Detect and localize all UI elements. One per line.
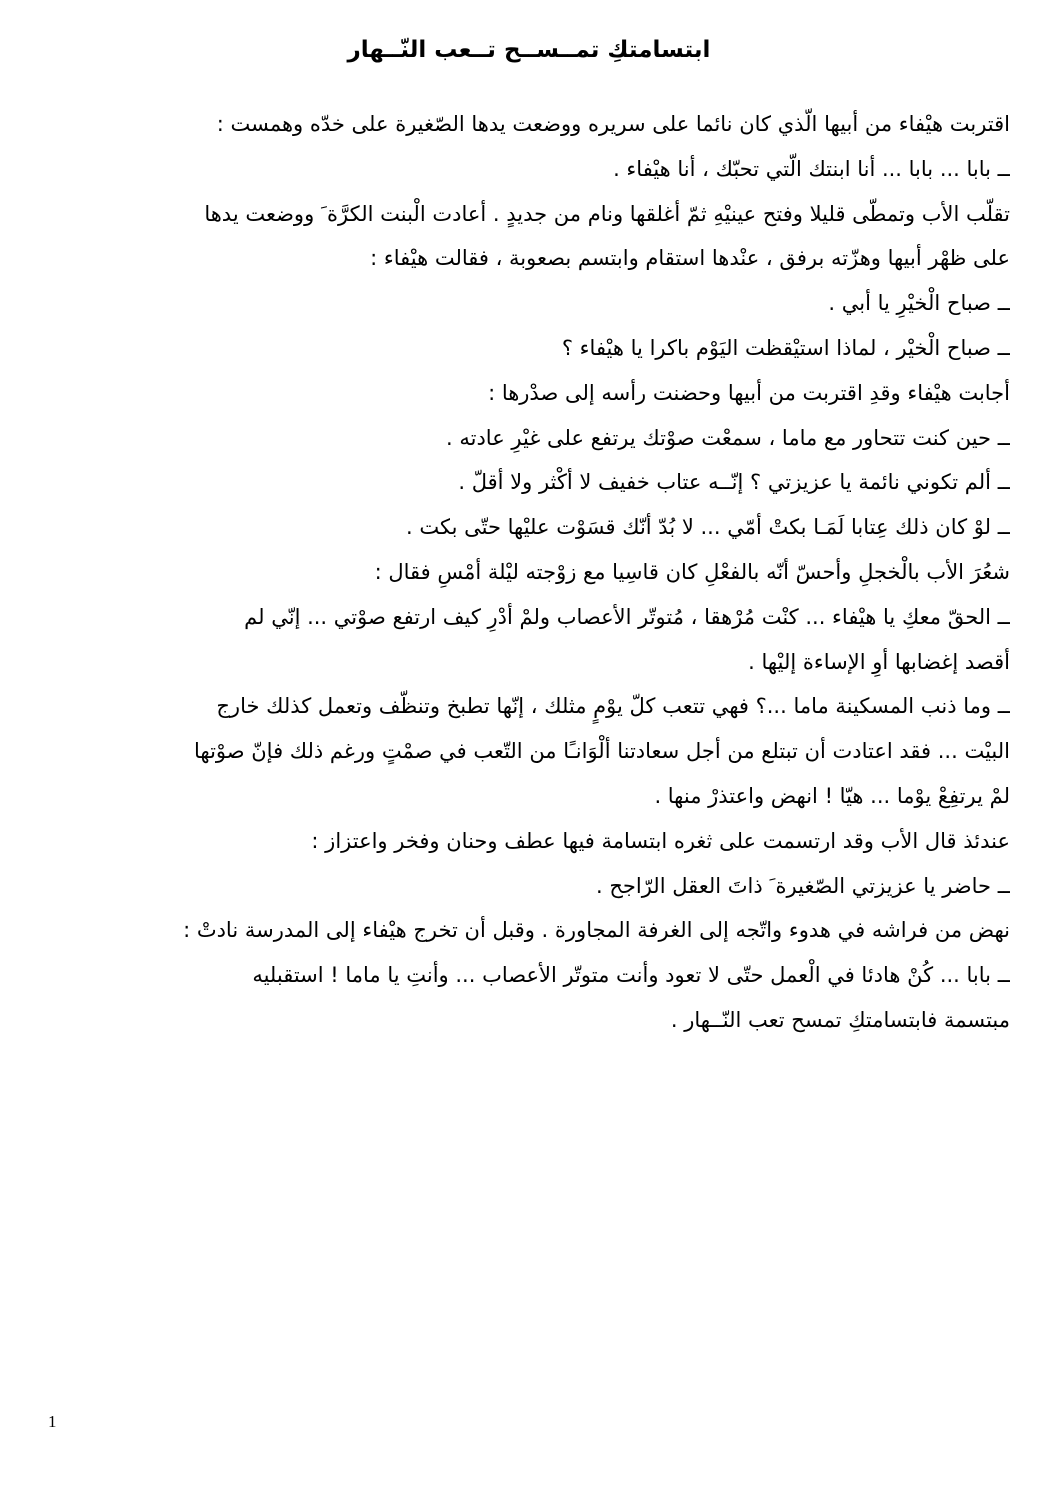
text-line: ــ وما ذنب المسكينة ماما ...؟ فهي تتعب كلّ يوْمٍ مثلك ، إنّها تطبخ وتنظّف وتعمل كذلك خارج — [216, 694, 1010, 719]
text-line: اقتربت هيْفاء من أبيها الّذي كان نائما على سريره ووضعت يدها الصّغيرة على خدّه وهمست : — [216, 112, 1010, 136]
document-body — [50, 102, 1010, 1043]
text-line: مبتسمة فابتسامتكِ تمسح تعب النّــهار . — [670, 1007, 1010, 1032]
text-line: ــ لوْ كان ذلك عِتابا لَمَـا بكتْ أمّي ... لا بُدّ أنّك قسَوْت عليْها حتّى بكت . — [406, 515, 1010, 540]
text-line: ــ حاضر يا عزيزتي الصّغيرة َ ذاتَ العقل الرّاجح . — [595, 873, 1010, 898]
text-line: على ظهْر أبيها وهزّته برفق ، عنْدها استقام وابتسم بصعوبة ، فقالت هيْفاء : — [370, 246, 1010, 271]
text-line: ــ بابا ... كُنْ هادئا في الْعمل حتّى لا تعود وأنت متوتّر الأعصاب ... وأنتِ يا ماما ! استقبليه — [252, 963, 1010, 988]
text-line: أقصد إغضابها أوِ الإساءة إليْها . — [748, 649, 1010, 674]
text-line: ــ ألم تكوني نائمة يا عزيزتي ؟ إنّــه عتاب خفيف لا أكْثر ولا أقلّ . — [458, 470, 1010, 495]
text-line: لمْ يرتفِعْ يوْما ... هيّا ! انهض واعتذرْ منها . — [654, 783, 1010, 808]
text-line: ــ صباح الْخيْر ، لماذا استيْقظت اليَوْم باكرا يا هيْفاء ؟ — [561, 335, 1010, 360]
text-line: عندئذ قال الأب وقد ارتسمت على ثغره ابتسامة فيها عطف وحنان وفخر واعتزاز : — [311, 828, 1010, 853]
text-line: أجابت هيْفاء وقدِ اقتربت من أبيها وحضنت رأسه إلى صدْرها : — [488, 380, 1010, 405]
page-number: 1 — [48, 1412, 57, 1431]
text-line: ــ الحقّ معكِ يا هيْفاء ... كنْت مُرْهقا ، مُتوتّر الأعصاب ولمْ أدْرِ كيف ارتفع صوْتي ... إنّي لم — [244, 604, 1010, 629]
text-line: ــ صباح الْخيْرِ يا أبي . — [828, 291, 1010, 316]
document-title: ابتسامتكِ تمــســح تــعب النّــهار — [347, 37, 711, 63]
text-line: نهض من فراشه في هدوء واتّجه إلى الغرفة المجاورة . وقبل أن تخرج هيْفاء إلى المدرسة نادتْ : — [183, 918, 1010, 943]
text-line: تقلّب الأب وتمطّى قليلا وفتح عينيْهِ ثمّ أغلقها ونام من جديدٍ . أعادت الْبنت الكرَّة َ ووضعت يدها — [204, 201, 1010, 226]
text-line: البيْت ... فقد اعتادت أن تبتلع من أجل سعادتنا ألْوَانـًا من التّعب في صمْتٍ ورغم ذلك فإنّ صوْتها — [193, 739, 1010, 764]
text-line: شعُرَ الأب بالْخجلِ وأحسّ أنّه بالفعْلِ كان قاسِيا مع زوْجته ليْلة أمْسِ فقال : — [374, 559, 1010, 584]
text-line: ــ حين كنت تتحاور مع ماما ، سمعْت صوْتك يرتفع على غيْرِ عادته . — [446, 425, 1010, 450]
text-line: ــ بابا ... بابا ... أنا ابنتك الّتي تحبّك ، أنا هيْفاء . — [613, 156, 1010, 181]
